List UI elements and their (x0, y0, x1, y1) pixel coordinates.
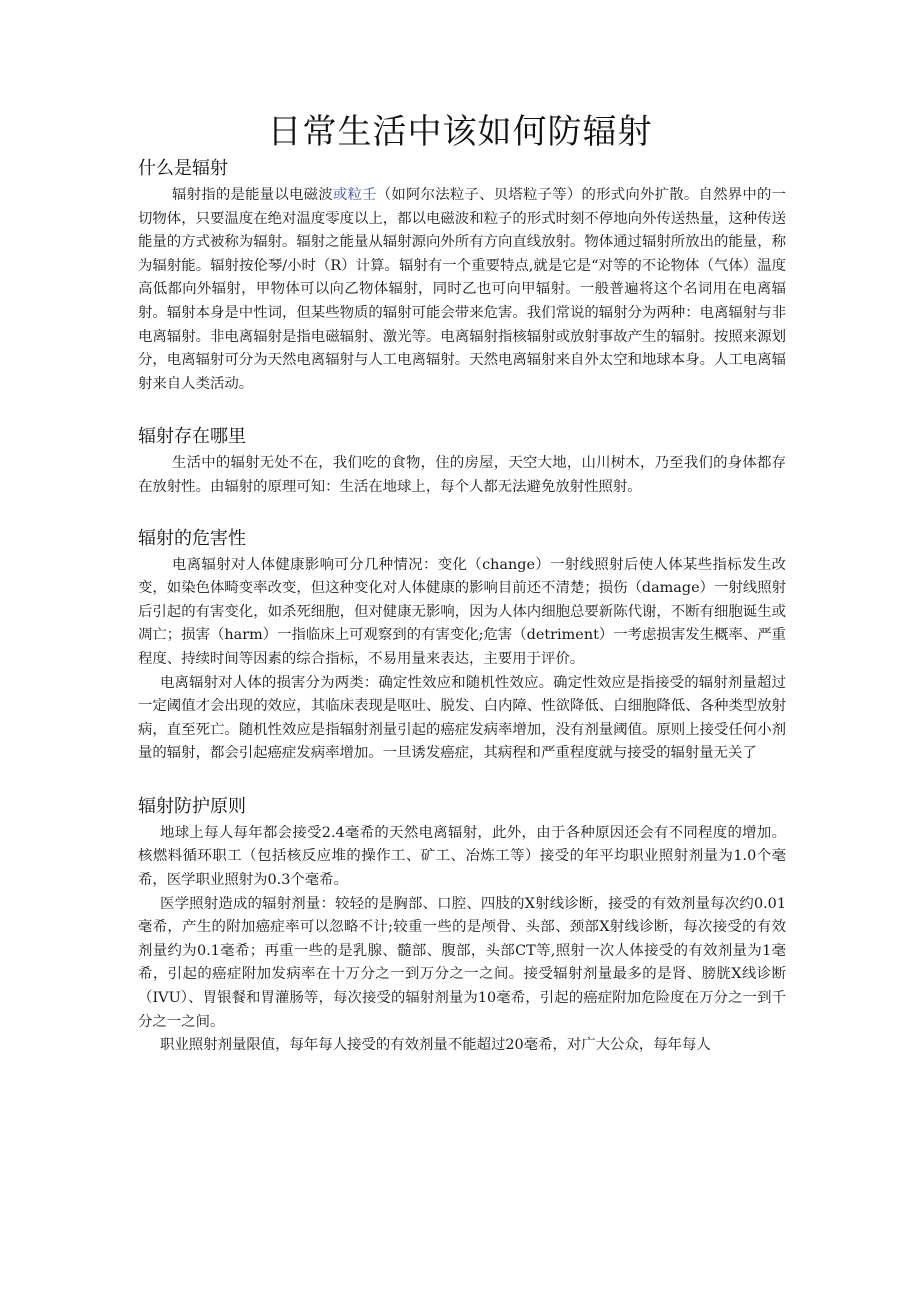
section-heading: 辐射防护原则 (138, 795, 246, 817)
section-heading: 辐射的危害性 (138, 527, 246, 549)
paragraph-text: （如阿尔法粒子、贝塔粒子等）的形式向外扩散。自然界中的一切物体，只要温度在绝对温度零度以上，都以电磁波和粒子的形式时刻不停地向外传送热量，这种传送能量的方式被称为辐射。辐射之能量从辐射源向外所有方向直线放射。物体通过辐射所放出的能量，称为辐射能。辐射按伦琴/小时（R）计算。辐射有一个重要特点,就是它是“对等的不论物体（气体）温度高低都向外辐射，甲物体可以向乙物体辐射，同时乙也可向甲辐射。一般普遍将这个名词用在电离辐射。辐射本身是中性词，但某些物质的辐射可能会带来危害。我们常说的辐射分为两种：电离辐射与非电离辐射。非电离辐射是指电磁辐射、激光等。电离辐射指核辐射或放射事故产生的辐射。按照来源划分，电离辐射可分为天然电离辐射与人工电离辐射。天然电离辐射来自外太空和地球本身。人工电离辐射来自人类活动。 (138, 187, 786, 392)
section-heading: 什么是辐射 (138, 158, 228, 179)
highlighted-text: 或粒壬 (332, 187, 377, 203)
section-paragraph: 地球上每人每年都会接受2.4毫希的天然电离辐射，此外，由于各种原因还会有不同程度的增加。核燃料循环职工（包括核反应堆的操作工、矿工、冶炼工等）接受的年平均职业照射剂量为1.0个毫希，医学职业照射为0.3个毫希。 (138, 824, 786, 889)
section-heading: 辐射存在哪里 (138, 426, 246, 448)
section-where-radiation-exists (138, 424, 786, 499)
document-body (138, 156, 786, 1058)
section-paragraph: 医学照射造成的辐射剂量：较轻的是胸部、口腔、四肢的X射线诊断，接受的有效剂量每次约0.01毫希，产生的附加癌症率可以忽略不计;较重一些的是颅骨、头部、颈部X射线诊断，每次接受的有效剂量约为0.1毫希；再重一些的是乳腺、髓部、腹部，头部CT等,照射一次人体接受的有效剂量为1毫希，引起的癌症附加发病率在十万分之一到万分之一之间。接受辐射剂量最多的是肾、膀胱X线诊断（IVU）、胃银餐和胃灌肠等，每次接受的辐射剂量为10毫希，引起的癌症附加危险度在万分之一到千分之一之间。 (138, 895, 786, 1030)
section-radiation-protection-principles (138, 794, 786, 1058)
section-paragraph: 电离辐射对人体的损害分为两类：确定性效应和随机性效应。确定性效应是指接受的辐射剂量超过一定阈值才会出现的效应，其临床表现是呕吐、脱发、白内障、性欲降低、白细胞降低、各种类型放射病，直至死亡。随机性效应是指辐射剂量引起的癌症发病率增加，没有剂量阈值。原则上接受任何小剂量的辐射，都会引起癌症发病率增加。一旦诱发癌症，其病程和严重程度就与接受的辐射量无关了 (138, 674, 786, 762)
section-paragraph (138, 184, 786, 396)
section-radiation-hazards (138, 526, 786, 766)
section-paragraph: 电离辐射对人体健康影响可分几种情况：变化（change）一射线照射后使人体某些指标发生改变，如染色体畸变率改变，但这种变化对人体健康的影响目前还不清楚；损伤（damage）一射线照射后引起的有害变化，如杀死细胞，但对健康无影响，因为人体内细胞总要新陈代谢，不断有细胞诞生或凋亡；损害（harm）一指临床上可观察到的有害变化;危害（detriment）一考虑损害发生概率、严重程度、持续时间等因素的综合指标，不易用量来表达，主要用于评价。 (138, 556, 786, 667)
section-what-is-radiation (138, 156, 786, 396)
document-title: 日常生活中该如何防辐射 (267, 112, 653, 152)
section-paragraph: 职业照射剂量限值，每年每人接受的有效剂量不能超过20毫希，对广大公众，每年每人 (160, 1037, 711, 1054)
paragraph-text: 辐射指的是能量以电磁波 (172, 187, 333, 203)
section-paragraph: 生活中的辐射无处不在，我们吃的食物，住的房屋，天空大地，山川树木，乃至我们的身体都存在放射性。由辐射的原理可知：生活在地球上，每个人都无法避免放射性照射。 (138, 455, 786, 495)
